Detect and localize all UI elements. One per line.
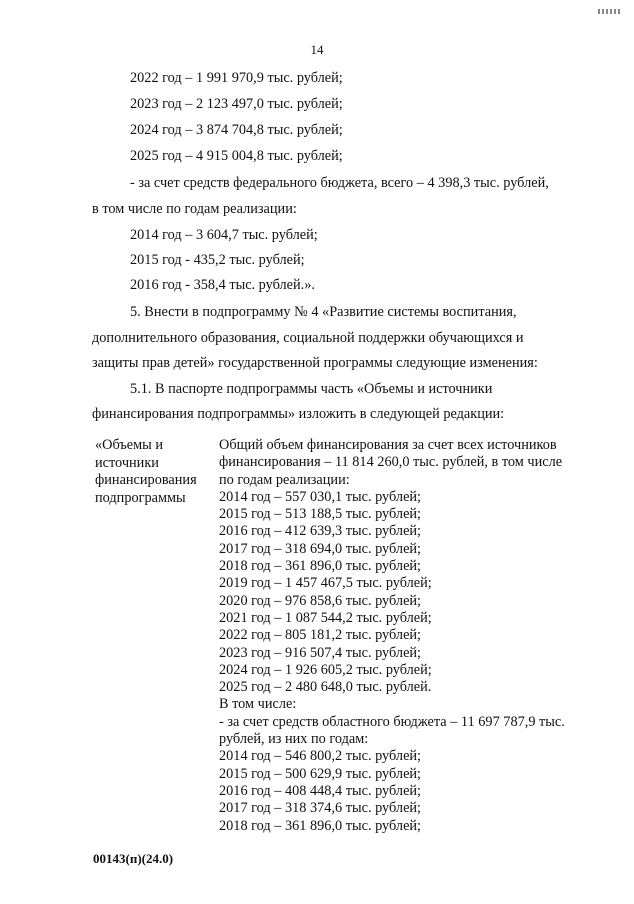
regional-year-item: 2017 год – 318 374,6 тыс. рублей; bbox=[219, 800, 422, 817]
list-item: 2023 год – 2 123 497,0 тыс. рублей; bbox=[130, 96, 343, 112]
list-item: 2025 год – 4 915 004,8 тыс. рублей; bbox=[130, 148, 343, 164]
total-year-item: 2019 год – 1 457 467,5 тыс. рублей; bbox=[219, 575, 432, 592]
total-year-item: 2023 год – 916 507,4 тыс. рублей; bbox=[219, 644, 422, 661]
passport-value-cell bbox=[219, 437, 591, 835]
passport-intro-line: по годам реализации: bbox=[219, 471, 350, 488]
list-item: 2022 год – 1 991 970,9 тыс. рублей; bbox=[130, 70, 343, 86]
total-year-item: 2018 год – 361 896,0 тыс. рублей; bbox=[219, 558, 422, 575]
item-5-1-text: 5.1. В паспорте подпрограммы часть «Объемы и источники bbox=[130, 381, 493, 397]
total-year-item: 2022 год – 805 181,2 тыс. рублей; bbox=[219, 627, 422, 644]
passport-label-line: источники bbox=[95, 454, 159, 471]
list-item: 2024 год – 3 874 704,8 тыс. рублей; bbox=[130, 122, 343, 138]
regional-budget-line: рублей, из них по годам: bbox=[219, 731, 369, 748]
list-item: 2014 год – 3 604,7 тыс. рублей; bbox=[130, 227, 318, 243]
regional-year-item: 2015 год – 500 629,9 тыс. рублей; bbox=[219, 765, 422, 782]
regional-budget-line: - за счет средств областного бюджета – 11 697 787,9 тыс. bbox=[219, 713, 565, 730]
item-5-text: 5. Внести в подпрограмму № 4 «Развитие системы воспитания, bbox=[130, 304, 517, 320]
item-5-text: защиты прав детей» государственной программы следующие изменения: bbox=[92, 355, 538, 371]
regional-year-item: 2018 год – 361 896,0 тыс. рублей; bbox=[219, 817, 422, 834]
federal-budget-line: в том числе по годам реализации: bbox=[92, 201, 297, 217]
passport-label-line: финансирования bbox=[95, 472, 197, 488]
regional-year-item: 2014 год – 546 800,2 тыс. рублей; bbox=[219, 748, 422, 765]
total-year-item: 2015 год – 513 188,5 тыс. рублей; bbox=[219, 506, 422, 523]
total-year-item: 2024 год – 1 926 605,2 тыс. рублей; bbox=[219, 661, 432, 678]
page-number: 14 bbox=[310, 42, 324, 57]
scan-corner-mark bbox=[598, 2, 628, 8]
passport-intro-line: Общий объем финансирования за счет всех источников bbox=[219, 437, 557, 453]
passport-label-line: подпрограммы bbox=[95, 489, 186, 506]
in-that-number-label: В том числе: bbox=[219, 696, 297, 713]
total-year-item: 2025 год – 2 480 648,0 тыс. рублей. bbox=[219, 679, 432, 696]
total-year-item: 2021 год – 1 087 544,2 тыс. рублей; bbox=[219, 609, 432, 626]
passport-label-cell bbox=[95, 437, 210, 507]
passport-intro-line: финансирования – 11 814 260,0 тыс. рублей, в том числе bbox=[219, 454, 563, 471]
list-item: 2016 год - 358,4 тыс. рублей.». bbox=[130, 277, 315, 293]
list-item: 2015 год - 435,2 тыс. рублей; bbox=[130, 252, 305, 268]
document-code: 00143(п)(24.0) bbox=[93, 851, 174, 866]
total-year-item: 2020 год – 976 858,6 тыс. рублей; bbox=[219, 592, 422, 609]
item-5-1-text: финансирования подпрограммы» изложить в следующей редакции: bbox=[92, 406, 505, 422]
total-year-item: 2014 год – 557 030,1 тыс. рублей; bbox=[219, 488, 422, 505]
total-year-item: 2016 год – 412 639,3 тыс. рублей; bbox=[219, 523, 422, 540]
total-year-item: 2017 год – 318 694,0 тыс. рублей; bbox=[219, 540, 422, 557]
item-5-text: дополнительного образования, социальной поддержки обучающихся и bbox=[92, 330, 524, 346]
passport-label-line: «Объемы и bbox=[95, 437, 164, 453]
federal-budget-line: - за счет средств федерального бюджета, всего – 4 398,3 тыс. рублей, bbox=[130, 175, 549, 191]
regional-year-item: 2016 год – 408 448,4 тыс. рублей; bbox=[219, 782, 422, 799]
